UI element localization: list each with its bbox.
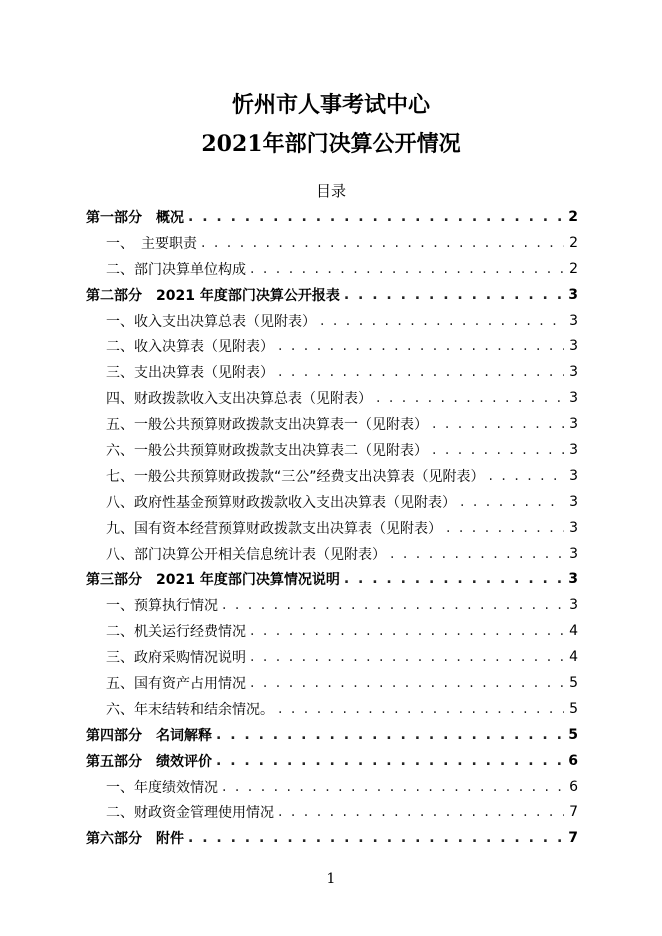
toc-entry[interactable] — [86, 204, 578, 230]
toc-leader-dots — [446, 520, 564, 536]
toc-leader-dots — [188, 830, 564, 846]
toc-leader-dots — [344, 287, 564, 303]
toc-leader-dots — [250, 623, 564, 639]
toc-entry-label: 第四部分 名词解释 — [86, 727, 212, 744]
toc-entry-label: 六、年末结转和结余情况。 — [106, 701, 274, 718]
toc-entry-page: 3 — [569, 312, 578, 329]
toc-leader-dots — [250, 675, 564, 691]
toc-entry-page: 3 — [569, 364, 578, 381]
toc-entry-label: 五、一般公共预算财政拨款支出决算表一（见附表） — [106, 417, 428, 434]
toc-leader-dots — [222, 597, 564, 613]
toc-entry-page: 3 — [569, 519, 578, 536]
toc-entry[interactable] — [86, 385, 578, 411]
toc-entry[interactable] — [86, 515, 578, 541]
toc-entry[interactable] — [86, 748, 578, 774]
toc-entry-page: 5 — [569, 700, 578, 717]
toc-entry-label: 一、收入支出决算总表（见附表） — [106, 313, 316, 330]
toc-entry-label: 一、年度绩效情况 — [106, 779, 218, 796]
toc-entry-page: 3 — [569, 416, 578, 433]
toc-leader-dots — [216, 727, 564, 743]
toc-entry-label: 八、政府性基金预算财政拨款收入支出决算表（见附表） — [106, 494, 456, 511]
toc-entry[interactable] — [86, 670, 578, 696]
toc-entry-label: 二、部门决算单位构成 — [106, 261, 246, 278]
toc-entry-label: 第三部分 2021 年度部门决算情况说明 — [86, 572, 340, 589]
toc-entry-page: 3 — [569, 545, 578, 562]
toc-entry-label: 第六部分 附件 — [86, 831, 184, 848]
toc-entry-page: 3 — [568, 571, 578, 588]
toc-entry-label: 第一部分 概况 — [86, 209, 184, 226]
toc-entry-page: 4 — [569, 623, 578, 640]
toc-entry[interactable] — [86, 256, 578, 282]
toc-heading: 目录 — [315, 182, 346, 200]
toc-leader-dots — [216, 753, 564, 769]
toc-entry[interactable] — [86, 566, 578, 592]
toc-entry[interactable] — [86, 437, 578, 463]
toc-entry-label: 一、 主要职责 — [106, 235, 197, 252]
toc-leader-dots — [489, 468, 564, 484]
toc-entry[interactable] — [86, 618, 578, 644]
toc-entry[interactable] — [86, 411, 578, 437]
toc-entry-page: 6 — [569, 778, 578, 795]
toc-entry-page: 2 — [569, 234, 578, 251]
document-title-line1: 忻州市人事考试中心 — [231, 92, 430, 118]
toc-entry[interactable] — [86, 644, 578, 670]
toc-entry[interactable] — [86, 799, 578, 825]
toc-entry[interactable] — [86, 308, 578, 334]
toc-entry-page: 3 — [569, 441, 578, 458]
toc-entry-page: 3 — [569, 390, 578, 407]
toc-entry[interactable] — [86, 230, 578, 256]
toc-leader-dots — [344, 571, 564, 587]
toc-entry-label: 三、支出决算表（见附表） — [106, 365, 274, 382]
toc-entry-label: 二、财政资金管理使用情况 — [106, 805, 274, 822]
toc-entry-page: 3 — [569, 597, 578, 614]
toc-entry-label: 二、机关运行经费情况 — [106, 624, 246, 641]
toc-leader-dots — [376, 390, 564, 406]
toc-entry-label: 八、部门决算公开相关信息统计表（见附表） — [106, 546, 386, 563]
toc-entry-label: 二、收入决算表（见附表） — [106, 339, 274, 356]
toc-leader-dots — [278, 701, 564, 717]
toc-entry[interactable] — [86, 696, 578, 722]
toc-leader-dots — [432, 416, 564, 432]
toc-leader-dots — [222, 779, 564, 795]
toc-entry-page: 2 — [569, 260, 578, 277]
toc-entry-page: 6 — [568, 752, 578, 769]
toc-entry[interactable] — [86, 463, 578, 489]
toc-entry-page: 5 — [569, 674, 578, 691]
toc-entry[interactable] — [86, 359, 578, 385]
toc-leader-dots — [201, 235, 564, 251]
table-of-contents — [86, 204, 578, 851]
toc-entry[interactable] — [86, 774, 578, 800]
document-title-line2: 2021年部门决算公开情况 — [201, 131, 461, 157]
toc-leader-dots — [278, 804, 564, 820]
toc-entry-label: 第二部分 2021 年度部门决算公开报表 — [86, 287, 340, 304]
toc-entry-page: 2 — [568, 208, 578, 225]
toc-leader-dots — [278, 364, 564, 380]
toc-entry-label: 六、一般公共预算财政拨款支出决算表二（见附表） — [106, 442, 428, 459]
toc-entry[interactable] — [86, 489, 578, 515]
toc-entry-page: 3 — [569, 493, 578, 510]
toc-leader-dots — [390, 546, 564, 562]
toc-entry-label: 一、预算执行情况 — [106, 598, 218, 615]
toc-entry-page: 3 — [569, 338, 578, 355]
toc-leader-dots — [278, 338, 564, 354]
toc-entry[interactable] — [86, 282, 578, 308]
toc-leader-dots — [188, 209, 564, 225]
toc-leader-dots — [432, 442, 564, 458]
toc-entry[interactable] — [86, 825, 578, 851]
toc-entry-page: 7 — [568, 830, 578, 847]
toc-leader-dots — [250, 649, 564, 665]
toc-entry-page: 5 — [568, 726, 578, 743]
toc-entry-page: 4 — [569, 649, 578, 666]
toc-leader-dots — [250, 261, 564, 277]
toc-entry-label: 三、政府采购情况说明 — [106, 650, 246, 667]
toc-entry-label: 七、一般公共预算财政拨款“三公”经费支出决算表（见附表） — [106, 468, 485, 485]
toc-entry-label: 九、国有资本经营预算财政拨款支出决算表（见附表） — [106, 520, 442, 537]
page-number: 1 — [326, 871, 336, 887]
toc-entry[interactable] — [86, 592, 578, 618]
toc-entry[interactable] — [86, 541, 578, 567]
toc-entry-label: 五、国有资产占用情况 — [106, 675, 246, 692]
toc-entry-page: 3 — [568, 286, 578, 303]
toc-entry-page: 3 — [569, 467, 578, 484]
toc-leader-dots — [460, 494, 564, 510]
toc-entry[interactable] — [86, 722, 578, 748]
toc-entry-label: 第五部分 绩效评价 — [86, 753, 212, 770]
toc-entry-label: 四、财政拨款收入支出决算总表（见附表） — [106, 391, 372, 408]
toc-entry[interactable] — [86, 333, 578, 359]
toc-leader-dots — [320, 313, 564, 329]
toc-entry-page: 7 — [569, 804, 578, 821]
